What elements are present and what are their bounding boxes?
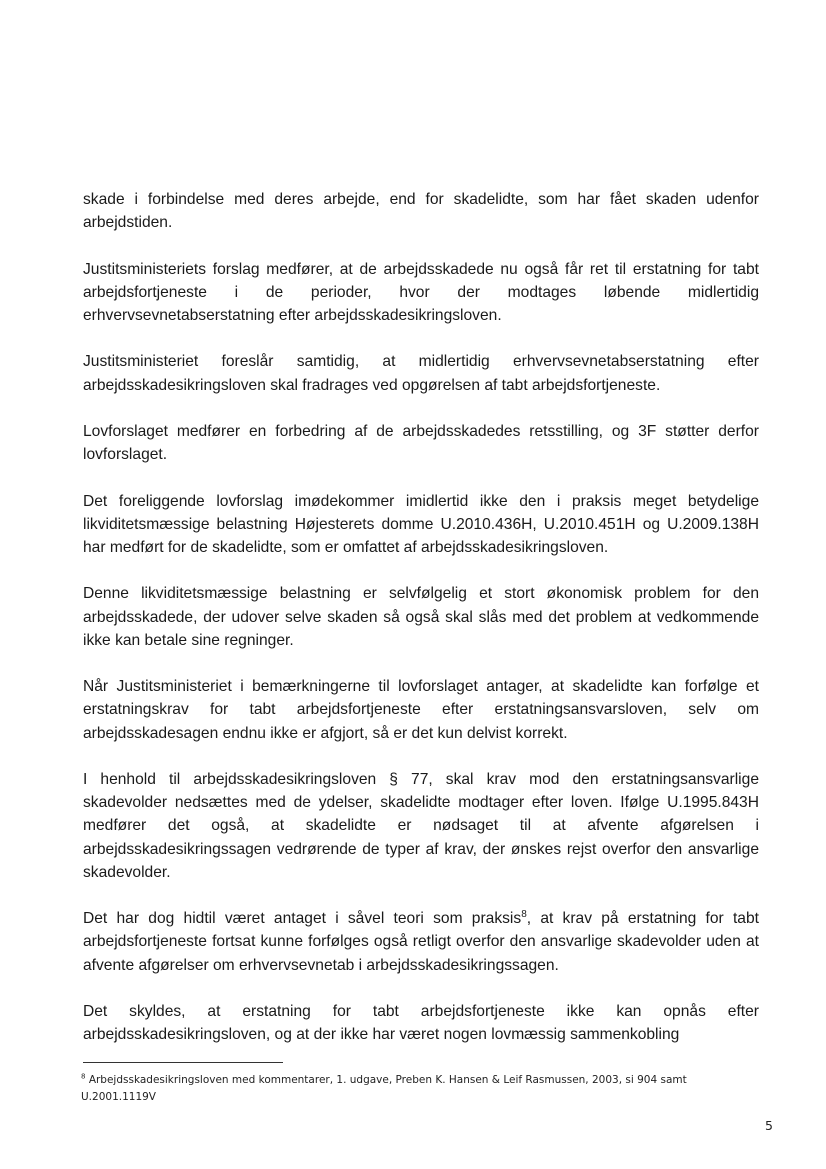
page-number: 5	[765, 1118, 773, 1133]
paragraph: Det skyldes, at erstatning for tabt arbejdsfortjeneste ikke kan opnås efter arbejdsskadesikringsloven, og at der ikke har været nogen lovmæssig sammenkobling	[83, 1002, 759, 1044]
paragraph: Lovforslaget medfører en forbedring af de arbejdsskadedes retsstilling, og 3F støtter derfor lovforslaget.	[83, 422, 759, 464]
paragraph: Når Justitsministeriet i bemærkningerne til lovforslaget antager, at skadelidte kan forfølge et erstatningskrav for tabt arbejdsfortjeneste efter erstatningsansvarsloven, selv om arbejdsskadesagen endnu ikke er afgjort, så er det kun delvist korrekt.	[83, 678, 759, 742]
paragraph: skade i forbindelse med deres arbejde, end for skadelidte, som har fået skaden udenfor arbejdstiden.	[83, 191, 759, 232]
footnote-reference: 8	[521, 908, 527, 920]
paragraph-text-after-ref: , at krav på erstatning for tabt arbejdsfortjeneste fortsat kunne forfølges også retligt overfor den ansvarlige skadevolder uden at afvente afgørelser om erhvervsevnetab i arbejdsskadesikringssagen.	[83, 910, 759, 974]
paragraph: Denne likviditetsmæssige belastning er selvfølgelig et stort økonomisk problem for den arbejdsskadede, der udover selve skaden så også skal slås med det problem at vedkommende ikke kan betale sine regninger.	[83, 585, 759, 649]
footnote-separator	[83, 1062, 283, 1063]
footnote	[81, 1072, 731, 1106]
paragraph-text-before-ref: Det har dog hidtil været antaget i såvel teori som praksis	[83, 910, 522, 928]
footnote-number: 8	[81, 1072, 86, 1081]
body-text	[83, 188, 759, 1046]
paragraph: Det foreliggende lovforslag imødekommer imidlertid ikke den i praksis meget betydelige likviditetsmæssige belastning Højesterets domme U.2010.436H, U.2010.451H og U.2009.138H har medført for de skadelidte, som er omfattet af arbejdsskadesikringsloven.	[83, 492, 759, 556]
paragraph: Justitsministeriets forslag medfører, at de arbejdsskadede nu også får ret til erstatning for tabt arbejdsfortjeneste i de perioder, hvor der modtages løbende midlertidig erhvervsevnetabserstatning efter arbejdsskadesikringsloven.	[83, 260, 759, 324]
footnote-text: Arbejdsskadesikringsloven med kommentarer, 1. udgave, Preben K. Hansen & Leif Rasmussen, 2003, si 904 samt U.2001.1119V	[81, 1074, 687, 1103]
paragraph-with-footnote-ref	[83, 907, 759, 977]
paragraph: I henhold til arbejdsskadesikringsloven § 77, skal krav mod den erstatningsansvarlige skadevolder nedsættes med de ydelser, skadelidte modtager efter loven. Ifølge U.1995.843H medfører det også, at skadelidte er nødsaget til at afvente afgørelsen i arbejdsskadesikringssagen vedrørende de typer af krav, der ønskes rejst overfor den ansvarlige skadevolder.	[83, 770, 759, 881]
paragraph: Justitsministeriet foreslår samtidig, at midlertidig erhvervsevnetabserstatning efter arbejdsskadesikringsloven skal fradrages ved opgørelsen af tabt arbejdsfortjeneste.	[83, 353, 759, 394]
